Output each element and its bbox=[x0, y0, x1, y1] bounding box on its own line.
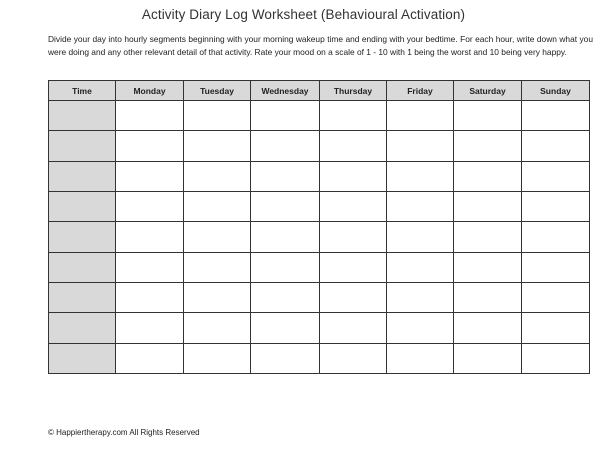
thursday-cell bbox=[320, 222, 387, 252]
table-row bbox=[49, 343, 590, 373]
friday-cell bbox=[387, 131, 454, 161]
thursday-cell bbox=[320, 101, 387, 131]
monday-cell bbox=[116, 161, 184, 191]
wednesday-cell bbox=[251, 252, 320, 282]
sunday-cell bbox=[522, 252, 590, 282]
thursday-cell bbox=[320, 161, 387, 191]
saturday-cell bbox=[454, 101, 522, 131]
thursday-cell bbox=[320, 343, 387, 373]
time-cell bbox=[49, 161, 116, 191]
time-cell bbox=[49, 313, 116, 343]
sunday-cell bbox=[522, 343, 590, 373]
monday-cell bbox=[116, 343, 184, 373]
wednesday-cell bbox=[251, 101, 320, 131]
copyright-footer: © Happiertherapy.com All Rights Reserved bbox=[48, 428, 200, 437]
thursday-cell bbox=[320, 131, 387, 161]
monday-cell bbox=[116, 101, 184, 131]
wednesday-cell bbox=[251, 161, 320, 191]
thursday-cell bbox=[320, 282, 387, 312]
instructions-text: Divide your day into hourly segments beginning with your morning wakeup time and ending with your bedtime. For each hour, write down what you were doing and any other relevant detail of that activity. Rate your mood on a scale of 1 - 10 with 1 being the worst and 10 being very happy. bbox=[48, 34, 593, 57]
friday-cell bbox=[387, 191, 454, 221]
header-row bbox=[49, 81, 590, 101]
friday-cell bbox=[387, 343, 454, 373]
table-row bbox=[49, 282, 590, 312]
monday-cell bbox=[116, 252, 184, 282]
wednesday-cell bbox=[251, 282, 320, 312]
wednesday-cell bbox=[251, 191, 320, 221]
column-header-monday: Monday bbox=[116, 81, 184, 101]
column-header-friday: Friday bbox=[387, 81, 454, 101]
wednesday-cell bbox=[251, 222, 320, 252]
activity-diary-table bbox=[48, 80, 590, 374]
column-header-thursday: Thursday bbox=[320, 81, 387, 101]
table-row bbox=[49, 252, 590, 282]
column-header-saturday: Saturday bbox=[454, 81, 522, 101]
sunday-cell bbox=[522, 282, 590, 312]
tuesday-cell bbox=[184, 343, 251, 373]
worksheet-title: Activity Diary Log Worksheet (Behavioural Activation) bbox=[141, 7, 466, 22]
column-header-wednesday: Wednesday bbox=[251, 81, 320, 101]
monday-cell bbox=[116, 222, 184, 252]
monday-cell bbox=[116, 282, 184, 312]
friday-cell bbox=[387, 313, 454, 343]
saturday-cell bbox=[454, 282, 522, 312]
monday-cell bbox=[116, 131, 184, 161]
table-row bbox=[49, 131, 590, 161]
wednesday-cell bbox=[251, 313, 320, 343]
saturday-cell bbox=[454, 222, 522, 252]
time-cell bbox=[49, 252, 116, 282]
sunday-cell bbox=[522, 313, 590, 343]
table-row bbox=[49, 191, 590, 221]
tuesday-cell bbox=[184, 191, 251, 221]
time-cell bbox=[49, 343, 116, 373]
wednesday-cell bbox=[251, 131, 320, 161]
tuesday-cell bbox=[184, 131, 251, 161]
time-cell bbox=[49, 222, 116, 252]
column-header-sunday: Sunday bbox=[522, 81, 590, 101]
friday-cell bbox=[387, 161, 454, 191]
saturday-cell bbox=[454, 343, 522, 373]
column-header-time: Time bbox=[49, 81, 116, 101]
thursday-cell bbox=[320, 252, 387, 282]
tuesday-cell bbox=[184, 313, 251, 343]
sunday-cell bbox=[522, 131, 590, 161]
tuesday-cell bbox=[184, 222, 251, 252]
time-cell bbox=[49, 191, 116, 221]
wednesday-cell bbox=[251, 343, 320, 373]
thursday-cell bbox=[320, 191, 387, 221]
saturday-cell bbox=[454, 313, 522, 343]
table-row bbox=[49, 313, 590, 343]
friday-cell bbox=[387, 252, 454, 282]
sunday-cell bbox=[522, 191, 590, 221]
friday-cell bbox=[387, 282, 454, 312]
saturday-cell bbox=[454, 252, 522, 282]
sunday-cell bbox=[522, 161, 590, 191]
diary-body bbox=[49, 101, 590, 374]
time-cell bbox=[49, 101, 116, 131]
thursday-cell bbox=[320, 313, 387, 343]
table-row bbox=[49, 222, 590, 252]
tuesday-cell bbox=[184, 101, 251, 131]
friday-cell bbox=[387, 222, 454, 252]
table-row bbox=[49, 101, 590, 131]
monday-cell bbox=[116, 191, 184, 221]
time-cell bbox=[49, 282, 116, 312]
saturday-cell bbox=[454, 161, 522, 191]
saturday-cell bbox=[454, 131, 522, 161]
sunday-cell bbox=[522, 101, 590, 131]
monday-cell bbox=[116, 313, 184, 343]
tuesday-cell bbox=[184, 252, 251, 282]
column-header-tuesday: Tuesday bbox=[184, 81, 251, 101]
time-cell bbox=[49, 131, 116, 161]
tuesday-cell bbox=[184, 282, 251, 312]
tuesday-cell bbox=[184, 161, 251, 191]
friday-cell bbox=[387, 101, 454, 131]
sunday-cell bbox=[522, 222, 590, 252]
table-row bbox=[49, 161, 590, 191]
saturday-cell bbox=[454, 191, 522, 221]
